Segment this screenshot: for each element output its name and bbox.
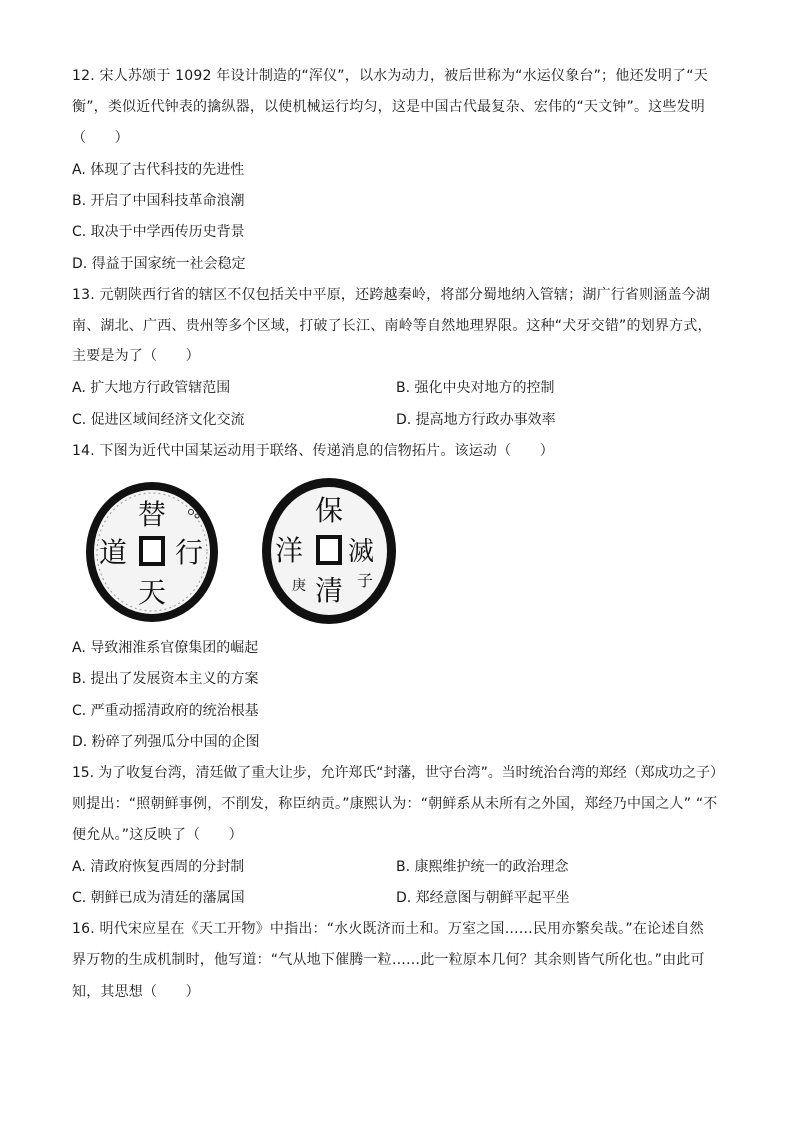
q14-option-a: A. 导致湘淮系官僚集团的崛起 — [72, 640, 259, 656]
coin1-char-top: 替 — [137, 498, 167, 531]
q13-option-c: C. 促进区域间经济文化交流 — [72, 412, 245, 428]
q12-option-a: A. 体现了古代科技的先进性 — [72, 162, 245, 178]
q13-option-b: B. 强化中央对地方的控制 — [396, 380, 555, 396]
coin2-char-small-left: 庚 — [292, 578, 306, 594]
q15-stem-line2: 则提出：“照朝鲜事例，不削发，称臣纳贡。”康熙认为：“朝鲜系从未所有之外国，郑经乃中国之人” “不 — [72, 796, 718, 812]
q13-stem-line1: 13. 元朝陕西行省的辖区不仅包括关中平原，还跨越秦岭，将部分蜀地纳入管辖；湖广行省则涵盖今湖 — [72, 287, 711, 303]
q13-stem-line2: 南、湖北、广西、贵州等多个区域，打破了长江、南岭等自然地理界限。这种“犬牙交错”的划界方式， — [72, 318, 712, 334]
coin2-char-right: 滅 — [347, 537, 375, 567]
q14-stem-line1: 14. 下图为近代中国某运动用于联络、传递消息的信物拓片。该运动（ ） — [72, 443, 554, 459]
coin2-char-left: 洋 — [274, 534, 304, 567]
coin2-char-top: 保 — [314, 494, 344, 527]
coin2-char-small-right: 子 — [356, 571, 374, 590]
q16-stem-line1: 16. 明代宋应星在《天工开物》中指出：“水火既济而土和。万室之国……民用亦繁矣哉。”在论述自然 — [72, 921, 704, 937]
q12-stem-line1: 12. 宋人苏颂于 1092 年设计制造的“浑仪”，以水为动力，被后世称为“水运仪象台”；他还发明了“天 — [72, 68, 708, 84]
q14-option-d: D. 粉碎了列强瓜分中国的企图 — [72, 734, 260, 750]
q15-stem-line1: 15. 为了收复台湾，清廷做了重大让步，允许郑氏“封藩，世守台湾”。当时统治台湾的郑经（郑成功之子） — [72, 765, 724, 781]
coin1-char-bottom: 天 — [137, 576, 167, 609]
q15-option-c: C. 朝鲜已成为清廷的藩属国 — [72, 890, 245, 906]
q13-option-a: A. 扩大地方行政管辖范围 — [72, 380, 231, 396]
q16-stem-line2: 界万物的生成机制时，他写道：“气从地下催腾一粒……此一粒原本几何？其余则皆气所化也。”由此可 — [72, 952, 705, 968]
q14-option-c: C. 严重动摇清政府的统治根基 — [72, 703, 259, 719]
coin-rubbing-baoqing-mieyang — [259, 474, 399, 628]
q12-stem-line2: 衡”，类似近代钟表的擒纵器，以使机械运行均匀，这是中国古代最复杂、宏伟的“天文钟”。这些发明 — [72, 99, 705, 115]
q12-option-c: C. 取决于中学西传历史背景 — [72, 224, 245, 240]
q15-stem-line3: 便允从。”这反映了（ ） — [72, 827, 243, 843]
q15-option-d: D. 郑经意图与朝鲜平起平坐 — [396, 890, 570, 906]
q16-stem-line3: 知，其思想（ ） — [72, 984, 200, 1000]
q15-option-a: A. 清政府恢复西周的分封制 — [72, 859, 245, 875]
coin1-char-left: 道 — [98, 536, 128, 569]
q15-option-b: B. 康熙维护统一的政治理念 — [396, 859, 569, 875]
q13-stem-line3: 主要是为了（ ） — [72, 348, 200, 364]
q12-option-b: B. 开启了中国科技革命浪潮 — [72, 193, 245, 209]
coin-rubbing-tidao-xingtian — [83, 478, 223, 626]
coin2-char-bottom: 清 — [314, 574, 344, 607]
coin1-char-right: 行 — [174, 536, 204, 569]
q12-stem-line3: （ ） — [72, 130, 129, 146]
q14-option-b: B. 提出了发展资本主义的方案 — [72, 671, 259, 687]
q13-option-d: D. 提高地方行政办事效率 — [396, 412, 556, 428]
q12-option-d: D. 得益于国家统一社会稳定 — [72, 256, 246, 272]
